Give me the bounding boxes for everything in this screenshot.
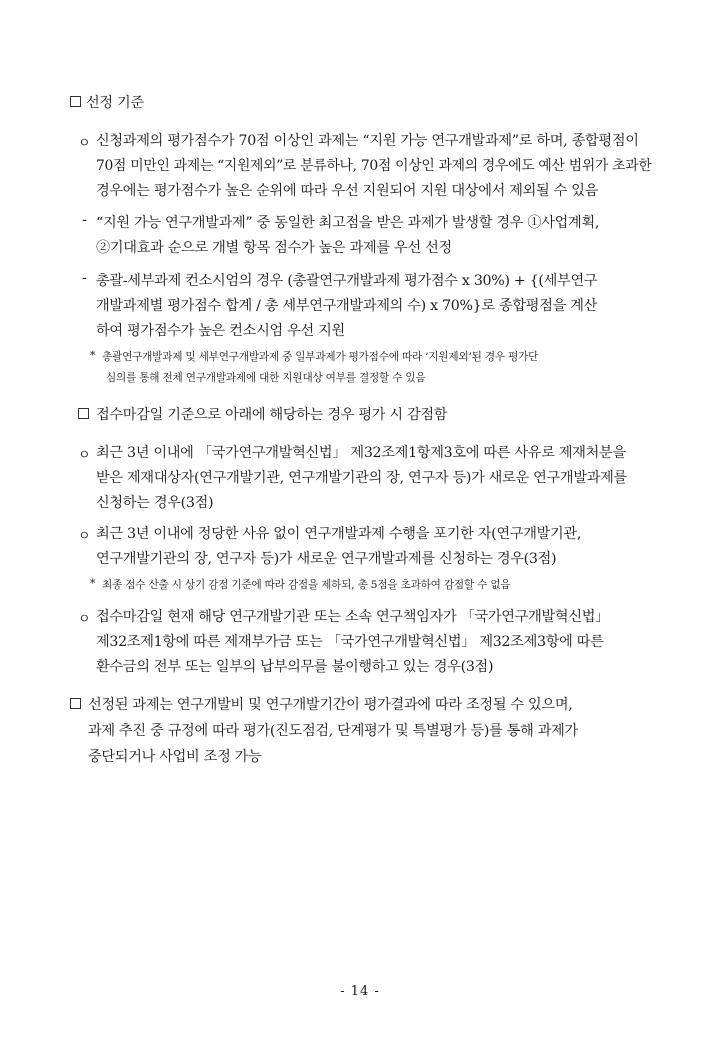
circle-bullet-icon: ㅇ [78,136,91,151]
paragraph-line: 환수금의 전부 또는 일부의 납부의무를 불이행하고 있는 경우(3점) [96,659,494,675]
checkbox-bullet-icon [78,408,89,419]
paragraph-line: 접수마감일 현재 해당 연구개발기관 또는 소속 연구책임자가 「국가연구개발혁신법」 [96,609,610,625]
asterisk-note-icon: * [90,349,96,362]
note-line: 총괄연구개발과제 및 세부연구개발과제 중 일부과제가 평가점수에 따라 ‘지원제외’된 경우 평가단 [102,351,539,363]
paragraph-line: 70점 미만인 과제는 “지원제외”로 분류하나, 70점 이상인 과제의 경우에도 예산 범위가 초과한 [96,158,652,174]
paragraph-line: 연구개발기관의 장, 연구자 등)가 새로운 연구개발과제를 신청하는 경우(3점) [96,551,557,567]
section-heading: 선정 기준 [86,95,144,111]
paragraph-line: 경우에는 평가점수가 높은 순위에 따라 우선 지원되어 지원 대상에서 제외될 수 있음 [96,183,599,199]
dash-bullet-icon: - [82,270,87,286]
note-line: 심의를 통해 전체 연구개발과제에 대한 지원대상 여부를 결정할 수 있음 [106,372,426,384]
circle-bullet-icon: ㅇ [78,448,91,463]
paragraph-line: 신청하는 경우(3점) [96,495,214,511]
checkbox-bullet-icon [70,96,81,107]
note-line: 최종 점수 산출 시 상기 감점 기준에 따라 감점을 제하되, 총 5점을 초과하여 감점할 수 없음 [102,579,511,591]
paragraph-line: 개발과제별 평가점수 합계 / 총 세부연구개발과제의 수) x 70%}로 종합평점을 계산 [96,298,598,314]
paragraph-line: “지원 가능 연구개발과제” 중 동일한 최고점을 받은 과제가 발생할 경우 ①사업계획, [96,215,600,231]
checkbox-bullet-icon [70,698,81,709]
section-heading: 접수마감일 기준으로 아래에 해당하는 경우 평가 시 감점함 [96,407,448,423]
circle-bullet-icon: ㅇ [78,529,91,544]
asterisk-note-icon: * [90,577,96,590]
dash-bullet-icon: - [82,212,87,228]
paragraph-line: ②기대효과 순으로 개별 항목 점수가 높은 과제를 우선 선정 [96,240,452,256]
circle-bullet-icon: ㅇ [78,612,91,627]
paragraph-line: 중단되거나 사업비 조정 가능 [88,749,262,765]
paragraph-line: 제32조제1항에 따른 제재부가금 또는 「국가연구개발혁신법」 제32조제3항에 따른 [96,634,604,650]
paragraph-line: 받은 제재대상자(연구개발기관, 연구개발기관의 장, 연구자 등)가 새로운 연구개발과제를 [96,470,627,486]
paragraph-line: 하여 평가점수가 높은 컨소시엄 우선 지원 [96,323,345,339]
paragraph-line: 최근 3년 이내에 「국가연구개발혁신법」 제32조제1항제3호에 따른 사유로 제재처분을 [96,445,626,461]
paragraph-line: 선정된 과제는 연구개발비 및 연구개발기간이 평가결과에 따라 조정될 수 있으며, [88,697,573,713]
paragraph-line: 과제 추진 중 규정에 따라 평가(진도점검, 단계평가 및 특별평가 등)를 통해 과제가 [88,723,578,739]
paragraph-line: 신청과제의 평가점수가 70점 이상인 과제는 “지원 가능 연구개발과제”로 하며, 종합평점이 [96,133,639,149]
paragraph-line: 최근 3년 이내에 정당한 사유 없이 연구개발과제 수행을 포기한 자(연구개발기관, [96,526,582,542]
page-number: - 14 - [340,984,380,999]
paragraph-line: 총괄-세부과제 컨소시엄의 경우 (총괄연구개발과제 평가점수 x 30%) + {(세부연구 [96,273,598,289]
